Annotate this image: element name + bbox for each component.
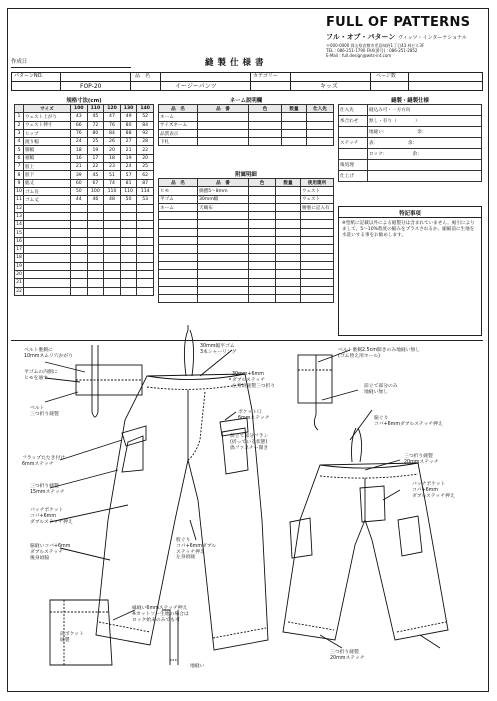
category: キッズ xyxy=(320,83,338,90)
brand-logo: FULL OF PATTERNS xyxy=(326,15,471,30)
table-row: 13 xyxy=(15,212,154,220)
callout-pocket-mouth: ポケット口 6mmステッチ xyxy=(238,410,270,421)
table-row: 後処理 xyxy=(339,160,482,171)
product-name: イージーパンツ xyxy=(175,83,217,90)
table-row: サイズネーム xyxy=(159,121,334,129)
callout-belt: ベルト 三つ折り縫製 xyxy=(30,406,59,417)
table-row: 11 ゴム丈 44 46 48 50 53 xyxy=(15,196,154,204)
callout-crotch: 股ぐり コバ+6mmダブル ステッチ押え 左身頃縫 xyxy=(176,538,217,561)
table-row: 平ゴム 30mm幅 ウェスト xyxy=(159,195,334,203)
callout-patch-pocket-front: パッチポケット コバ+6mm ダブルステッチ押え xyxy=(30,508,73,525)
callout-hem-15: 三つ折り縫製 15mmステッチ xyxy=(30,484,65,495)
callout-front-pocket: 前ポケット 縫製 xyxy=(60,632,84,643)
table-row: ネーム xyxy=(159,113,334,121)
callout-ground-seam: 地縫い xyxy=(190,664,205,669)
table-row: 7 股上 21 22 23 24 25 xyxy=(15,163,154,171)
table-row: 糸合わせ 無し・有り（ ） xyxy=(339,116,482,127)
table-row: ステッチ 表： 余： xyxy=(339,138,482,149)
size-table: サイズ 100 110 120 130 140 1 ウェスト上がり 43 45 47 49 52 2 ウェスト伸寸 66 72 76 80 84 3 ヒップ 76 80 84 88 92 4 渡り幅 24 25 26 27 28 5 膝幅 18 19 20 21 22 6 裾幅 16 17 18 19 20 7 股上 21 22 23 24 25 8 股下 39 45 51 57 62 9 総丈 60 67 74 81 87 10 ゴム長 50 100 110 110 114 11 ゴム丈 44 46 48 50 53 12 13 14 15 16 17 18 19 20 21 22 xyxy=(14,104,154,296)
callout-double-stitch: 30mm+6mm ダブルステッチ 左身頃縫製三つ折り xyxy=(232,372,276,389)
sewing-spec-title: 縫製・縫製仕様 xyxy=(391,98,429,104)
callout-side-seam: 脇ぐり コバ+6mmダブルステッチ押え xyxy=(374,416,443,427)
table-row: 18 xyxy=(15,254,154,262)
parts-table-title: 附属明細 xyxy=(235,172,257,178)
table-row: 15 xyxy=(15,229,154,237)
table-row: 仕入先 縫込み可・一方方向 xyxy=(339,105,482,116)
callout-shirring: 30mm幅平ゴム 3本シャーリング xyxy=(200,344,237,355)
table-row: 仕上げ xyxy=(339,171,482,182)
company-address: 〒000-0000 岡山県倉敷市児島味野1丁目43 林ビル3F TEL : 086-251-1790 FAX(番号) : 086-251-2852 E-Mail : full.design@wits-int.com xyxy=(326,43,425,58)
table-row: 19 xyxy=(15,262,154,270)
table-row: 6 裾幅 16 17 18 19 20 xyxy=(15,154,154,162)
name-table-title: ネーム説明欄 xyxy=(229,98,263,104)
table-row: 4 渡り幅 24 25 26 27 28 xyxy=(15,138,154,146)
sheet-title: 縫製仕様書 xyxy=(205,58,268,68)
table-row: 地縫い： 余： xyxy=(339,127,482,138)
table-row: 5 膝幅 18 19 20 21 22 xyxy=(15,146,154,154)
table-row: ヒモ 綿撚5～8mm ウェスト xyxy=(159,187,334,195)
table-row: 1 ウェスト上がり 43 45 47 49 52 xyxy=(15,113,154,121)
table-row: 14 xyxy=(15,221,154,229)
callout-fly-no-seam: 前立て部分のみ 地縫い無し xyxy=(364,384,398,395)
table-row: 10 ゴム長 50 100 110 110 114 xyxy=(15,187,154,195)
brand-sub: フル・オブ・パターン ヴィッツ・インターナショナル xyxy=(326,33,467,41)
table-row: ネーム 天織布 腰裏に記入有 xyxy=(159,203,334,211)
created-label: 作成日 xyxy=(11,59,28,65)
table-row: 12 xyxy=(15,204,154,212)
parts-table: 品 名 品 番 色 数量 使用箇所 ヒモ 綿撚5～8mm ウェスト 平ゴム 30mm幅 ウェスト ネーム 天織布 腰裏に記入有 xyxy=(158,178,334,303)
table-row: 品質表示 xyxy=(159,129,334,137)
table-row: ロック： 余： xyxy=(339,149,482,160)
callout-edge-stitch: 縁縫い6mmステッチ押え ※カットソー生地の場合は ロック始末のみでも可 xyxy=(132,606,189,623)
callout-flap: フラップたたき付け 6mmステッチ xyxy=(22,456,66,467)
callout-side-double: 脇縫いコバ+6mm ダブルステッチ 後身頃脇 xyxy=(30,544,71,561)
callout-patch-pocket-back: パッチポケット コバ+6mm ダブルステッチ押え xyxy=(412,482,455,499)
callout-elastic-hole: ベルト裏側2.5cm開きのみ地縫い無し (ゴム替え用ホール) xyxy=(338,348,421,359)
table-row: 17 xyxy=(15,246,154,254)
callout-fly: 前立て部分フラシ (折っている状態) 偽ファスナー開き xyxy=(230,434,269,451)
table-row: 9 総丈 60 67 74 81 87 xyxy=(15,179,154,187)
callout-hem-20: 三つ折り縫製 20mmステッチ xyxy=(404,454,439,465)
pattern-no: FOP-20 xyxy=(80,83,102,90)
pattern-no-label: パターンNO. xyxy=(14,73,43,79)
table-row: 16 xyxy=(15,237,154,245)
table-row: 3 ヒップ 76 80 84 88 92 xyxy=(15,129,154,137)
table-row: 22 xyxy=(15,287,154,295)
name-label: 品 名 xyxy=(135,73,151,79)
table-row: 8 股下 39 45 51 57 62 xyxy=(15,171,154,179)
name-table: 品 名 品 番 色 数量 仕入先 ネーム サイズネーム 品質表示 下札 xyxy=(158,104,334,146)
callout-belt-hole: ベルト裏側に 10mmネムリ穴かがり xyxy=(24,348,74,359)
callout-hem-back: 三つ折り縫製 20mmステッチ xyxy=(330,650,365,661)
special-notes-text: ※型紙に記載以外による縫製分は含まれていません。裾引によりまして、5～10%程度の縮みをプラスされるか、縮縮前に生地を水洗いする事をお勧めします。 xyxy=(342,221,475,238)
category-label: カテゴリー xyxy=(253,73,278,79)
page-label: ページ数 xyxy=(376,73,396,79)
table-row: 20 xyxy=(15,270,154,278)
special-notes-title: 特記事項 xyxy=(399,211,421,217)
table-row: 2 ウェスト伸寸 66 72 76 80 84 xyxy=(15,121,154,129)
size-table-title: 規格寸法(cm) xyxy=(66,98,102,104)
table-row: 下札 xyxy=(159,138,334,146)
table-row: 21 xyxy=(15,279,154,287)
callout-elastic-string: 平ゴムの内側に ヒモを通す xyxy=(24,370,58,381)
